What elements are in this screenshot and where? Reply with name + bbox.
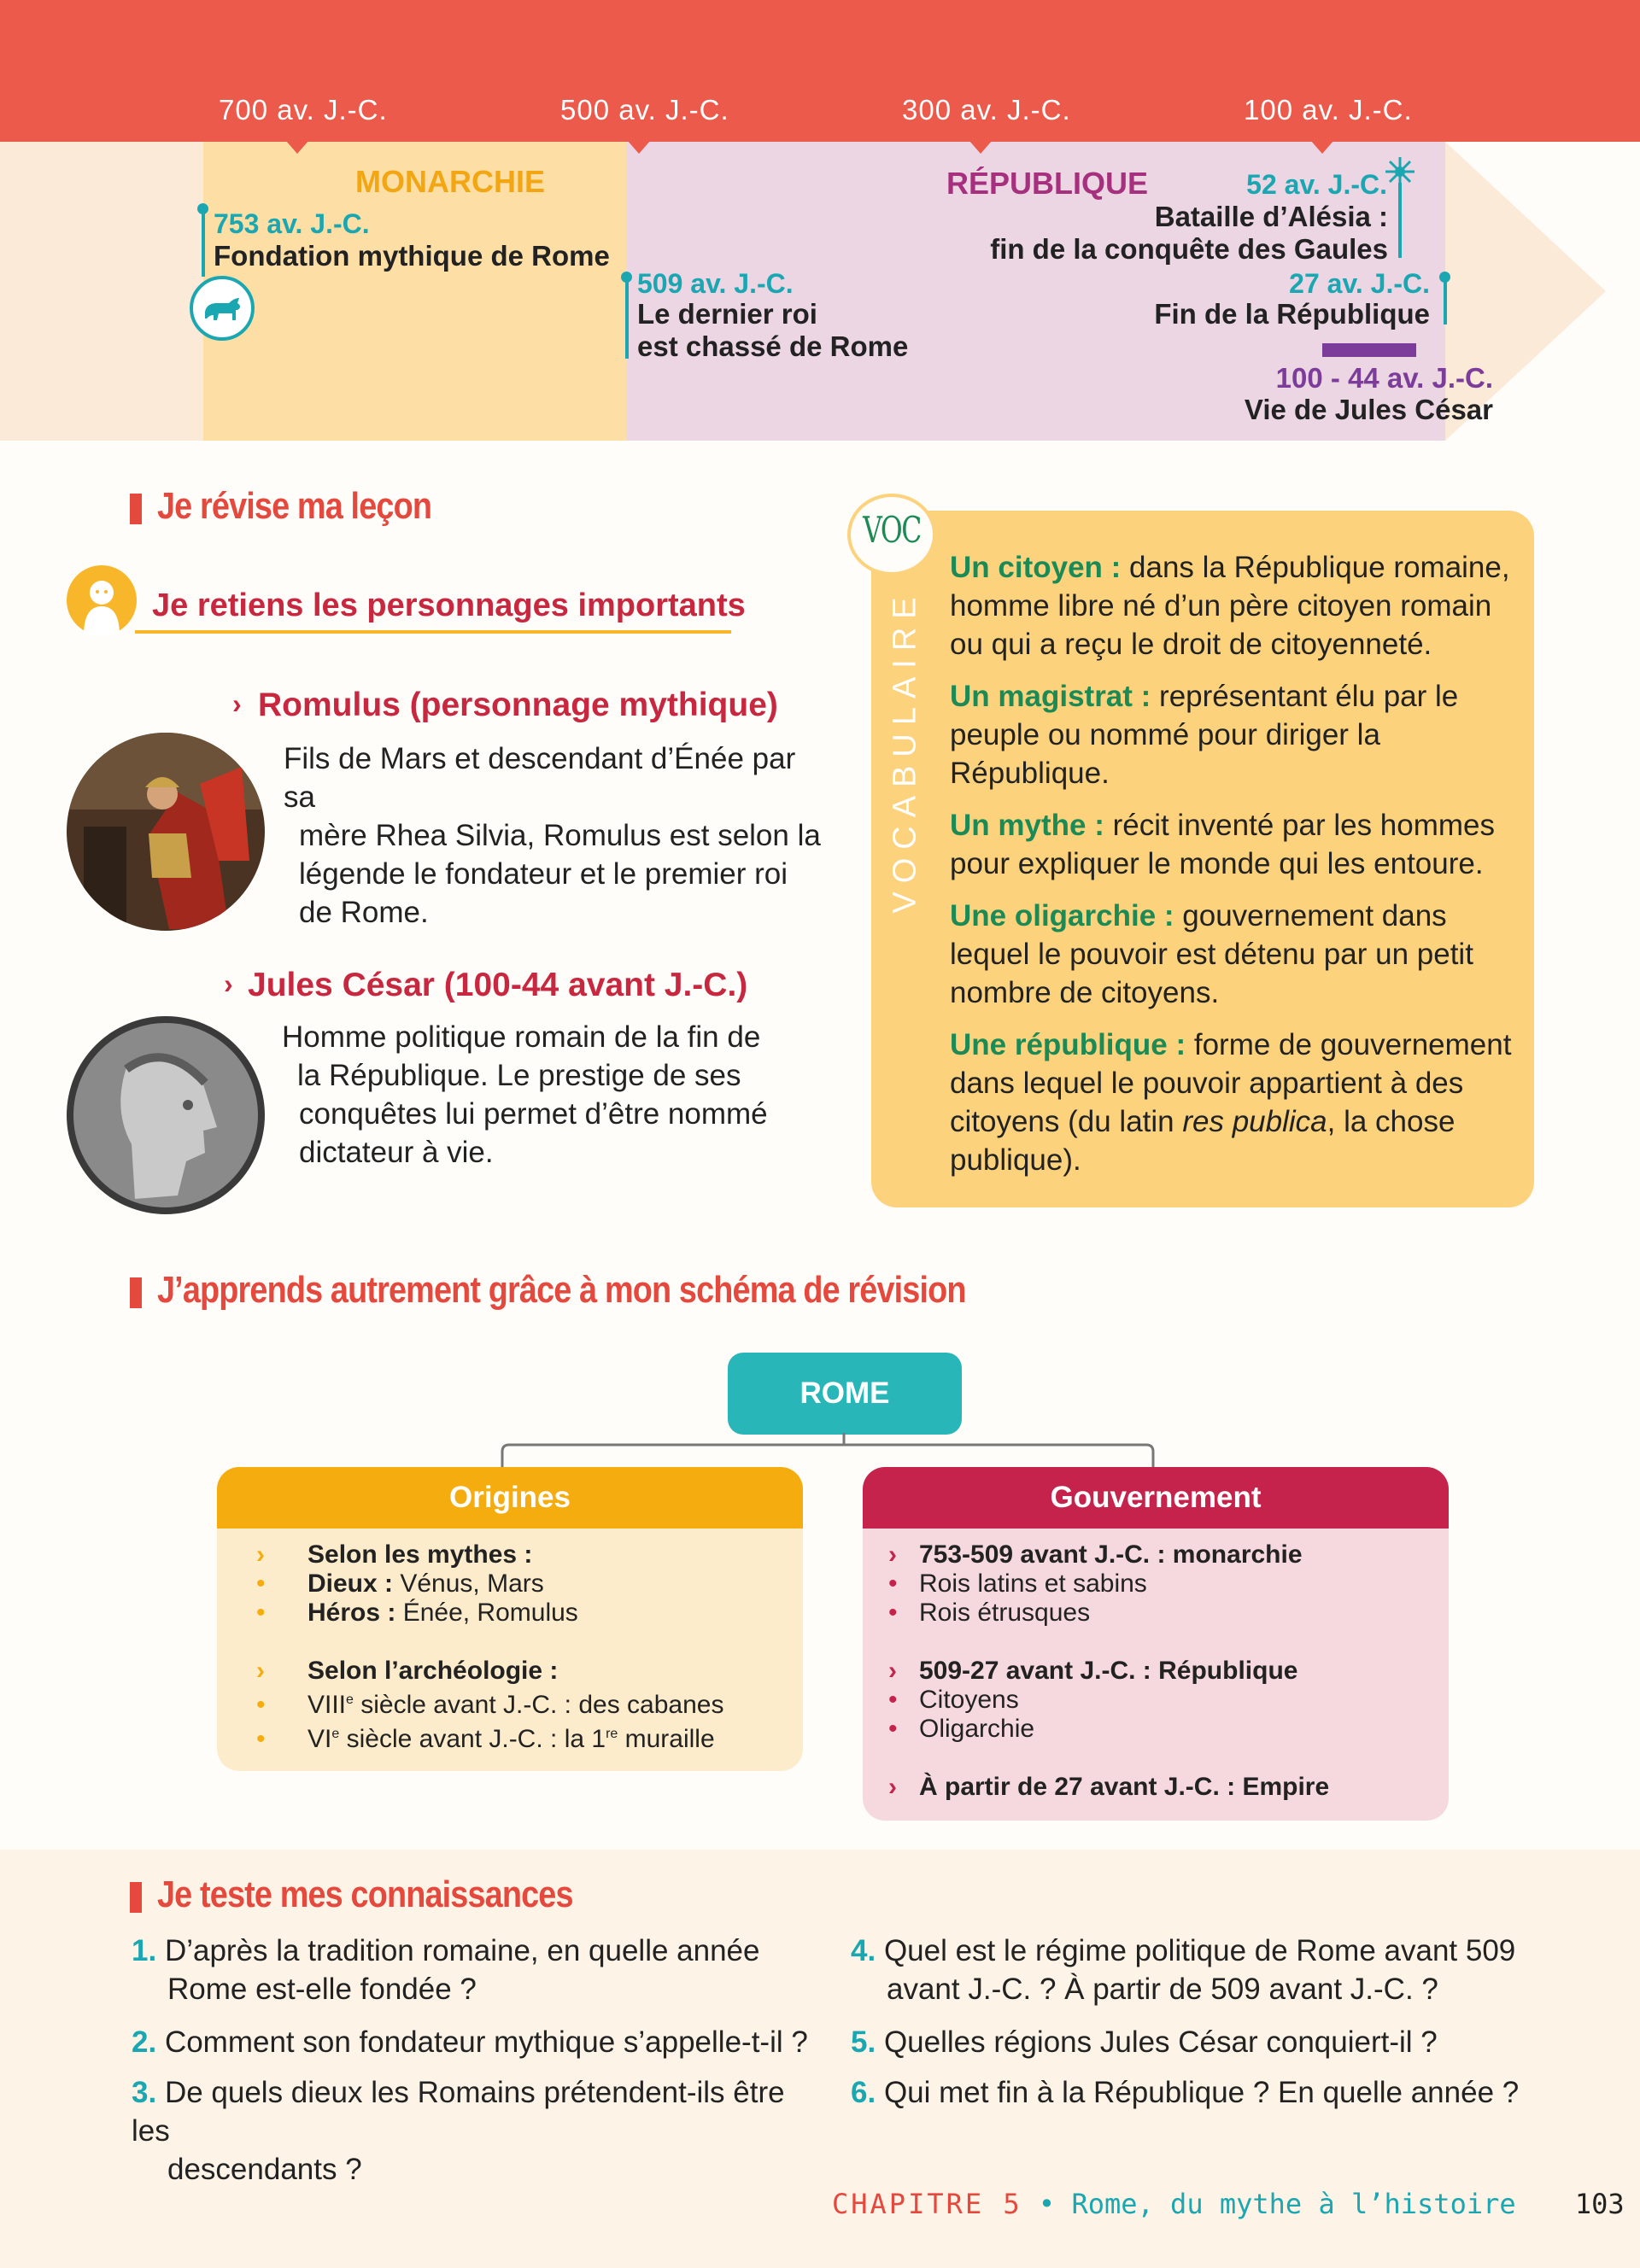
bullet-icon: •: [256, 1599, 266, 1627]
origines-bullet: • VIe siècle avant J.-C. : la 1re muraille: [256, 1725, 715, 1753]
origines-bullet: • VIIIe siècle avant J.-C. : des cabanes: [256, 1691, 724, 1719]
vocabulary-list: [950, 548, 1514, 1179]
vocabulary-side-label: VOCABULAIRE: [887, 588, 923, 914]
origines-heading: › Selon l’archéologie :: [256, 1657, 559, 1685]
romulus-line: légende le fondateur et le premier roi: [299, 857, 788, 891]
gouvernement-heading: › 509-27 avant J.-C. : République: [888, 1657, 1298, 1685]
cesar-line: conquêtes lui permet d’être nommé: [299, 1097, 768, 1131]
section-title-lecon: Je révise ma leçon: [157, 485, 432, 527]
personnage-icon: [67, 565, 137, 635]
quiz-line: Rome est-elle fondée ?: [167, 1973, 477, 2006]
origines-header: [217, 1467, 803, 1529]
gouvernement-content: [888, 1540, 1329, 1802]
era-republique-label: RÉPUBLIQUE: [946, 166, 1149, 201]
timeline-date-300: 300 av. J.-C.: [902, 94, 1071, 126]
event-27-date: 27 av. J.-C.: [1289, 268, 1430, 299]
gouvernement-title: Gouvernement: [1050, 1481, 1262, 1514]
subtitle-personnages: Je retiens les personnages importants: [152, 587, 746, 623]
event-509-text-2: est chassé de Rome: [637, 330, 909, 362]
chevron-right-icon: ›: [888, 1773, 897, 1801]
chevron-right-icon: ›: [232, 688, 242, 719]
section-marker: [130, 1277, 142, 1308]
voc-entry-citoyen: Un citoyen : dans la République romaine, homme libre né d’un père citoyen romain ou qui a reçu le droit de citoyenneté.: [950, 551, 1510, 661]
cesar-name: Jules César (100-44 avant J.-C.): [248, 967, 748, 1003]
cesar-line: Homme politique romain de la fin de: [282, 1020, 761, 1054]
voc-badge: [847, 494, 936, 576]
voc-badge-text: VOC: [863, 509, 921, 551]
quiz-line: avant J.-C. ? À partir de 509 avant J.-C. ?: [887, 1973, 1438, 2006]
gouvernement-bullet: • Rois latins et sabins: [888, 1569, 1147, 1598]
chevron-right-icon: ›: [888, 1540, 897, 1569]
footer-chapter: CHAPITRE 5: [832, 2188, 1022, 2220]
bullet-icon: •: [888, 1686, 898, 1714]
voc-entry-mythe: Un mythe : récit inventé par les hommes pour expliquer le monde qui les entoure.: [950, 809, 1495, 880]
event-cesar-date: 100 - 44 av. J.-C.: [1275, 362, 1493, 394]
gouvernement-bullet: • Rois étrusques: [888, 1599, 1091, 1627]
section-marker: [130, 494, 142, 524]
quiz-question-3: [132, 2073, 815, 2189]
romulus-portrait: [67, 733, 265, 931]
chevron-right-icon: ›: [224, 968, 233, 999]
quiz-question-5: 5. Quelles régions Jules César conquiert-il ?: [851, 2025, 1438, 2059]
timeline-notch: [969, 140, 993, 154]
era-monarchie-label: MONARCHIE: [355, 164, 545, 199]
gouvernement-header: [863, 1467, 1449, 1529]
timeline-date-500: 500 av. J.-C.: [560, 94, 729, 126]
gouvernement-bullet: • Citoyens: [888, 1686, 1019, 1714]
timeline-event-line: [625, 277, 629, 359]
timeline-notch: [627, 140, 651, 154]
event-753-date: 753 av. J.-C.: [214, 208, 370, 239]
event-753-text: Fondation mythique de Rome: [214, 240, 610, 272]
voc-entry-oligarchie: Une oligarchie : gouvernement dans lequel le pouvoir est détenu par un petit nombre de citoyens.: [950, 899, 1473, 1009]
timeline-event-line: [1444, 277, 1447, 324]
romulus-line: Fils de Mars et descendant d’Énée par sa: [284, 742, 796, 814]
schema-root-label: ROME: [800, 1377, 890, 1410]
timeline-date-700: 700 av. J.-C.: [219, 94, 388, 126]
event-27-text: Fin de la République: [1154, 298, 1430, 330]
timeline-date-100: 100 av. J.-C.: [1244, 94, 1413, 126]
quiz-question-4: [851, 1932, 1551, 2008]
origines-content: [256, 1540, 723, 1754]
timeline-notch: [285, 140, 309, 154]
quiz-question-2: 2. Comment son fondateur mythique s’appelle-t-il ?: [132, 2025, 808, 2059]
schema-root-node: [728, 1353, 962, 1435]
quiz-line: 4. Quel est le régime politique de Rome avant 509: [851, 1934, 1516, 1967]
origines-title: Origines: [449, 1481, 571, 1514]
timeline-notch: [1310, 140, 1334, 154]
she-wolf-icon: [190, 276, 255, 341]
event-cesar-text: Vie de Jules César: [1244, 394, 1493, 425]
timeline-event-line: [202, 208, 205, 277]
bullet-icon: •: [888, 1599, 898, 1627]
event-52-text-1: Bataille d’Alésia :: [1154, 201, 1388, 232]
quiz-line: 1. D’après la tradition romaine, en quelle année: [132, 1934, 760, 1967]
bullet-icon: •: [888, 1569, 898, 1598]
romulus-line: de Rome.: [299, 896, 429, 929]
gouvernement-bullet: • Oligarchie: [888, 1715, 1035, 1743]
page-number: 103: [1574, 2188, 1625, 2220]
voc-entry-magistrat: Un magistrat : représentant élu par le peuple ou nommé pour diriger la République.: [950, 680, 1459, 790]
cesar-life-bar: [1322, 343, 1416, 357]
cesar-coin-portrait: [67, 1016, 265, 1214]
footer-bullet: •: [1038, 2188, 1056, 2220]
voc-entry-republique: Une république : forme de gouvernement dans lequel le pouvoir appartient à des citoyens (du latin res publica, la chose publique).: [950, 1028, 1512, 1177]
quiz-line: 3. De quels dieux les Romains prétendent-ils être les: [132, 2076, 785, 2148]
timeline-event-line: [1398, 183, 1402, 258]
event-52-date: 52 av. J.-C.: [1246, 169, 1387, 200]
quiz-line: descendants ?: [167, 2153, 362, 2186]
chevron-right-icon: ›: [256, 1540, 265, 1569]
section-title-schema: J’apprends autrement grâce à mon schéma de révision: [157, 1269, 966, 1311]
event-509-date: 509 av. J.-C.: [637, 268, 794, 299]
cesar-line: dictateur à vie.: [299, 1136, 494, 1169]
cesar-description: [282, 1018, 829, 1172]
event-52-text-2: fin de la conquête des Gaules: [990, 233, 1388, 265]
subtitle-underline: [135, 630, 731, 634]
chevron-right-icon: ›: [888, 1657, 897, 1685]
bullet-icon: •: [256, 1569, 266, 1598]
bullet-icon: •: [256, 1725, 266, 1753]
chevron-right-icon: ›: [256, 1657, 265, 1685]
section-marker: [130, 1882, 142, 1913]
page-footer: [832, 2188, 1625, 2220]
section-title-quiz: Je teste mes connaissances: [157, 1873, 573, 1915]
romulus-description: [284, 739, 830, 932]
cesar-line: la République. Le prestige de ses: [297, 1059, 741, 1092]
origines-bullet: • Héros : Énée, Romulus: [256, 1599, 578, 1627]
gouvernement-heading: › 753-509 avant J.-C. : monarchie: [888, 1540, 1303, 1569]
origines-bullet: • Dieux : Vénus, Mars: [256, 1569, 544, 1598]
romulus-line: mère Rhea Silvia, Romulus est selon la: [299, 819, 821, 852]
gouvernement-heading: › À partir de 27 avant J.-C. : Empire: [888, 1773, 1330, 1801]
bullet-icon: •: [888, 1715, 898, 1743]
romulus-name: Romulus (personnage mythique): [258, 687, 778, 723]
bullet-icon: •: [256, 1691, 266, 1719]
timeline-pre-period: [0, 142, 203, 441]
event-509-text-1: Le dernier roi: [637, 298, 817, 330]
quiz-question-6: 6. Qui met fin à la République ? En quelle année ?: [851, 2076, 1520, 2109]
origines-heading: › Selon les mythes :: [256, 1540, 533, 1569]
quiz-question-1: [132, 1932, 815, 2008]
footer-title: Rome, du mythe à l’histoire: [1071, 2188, 1516, 2220]
